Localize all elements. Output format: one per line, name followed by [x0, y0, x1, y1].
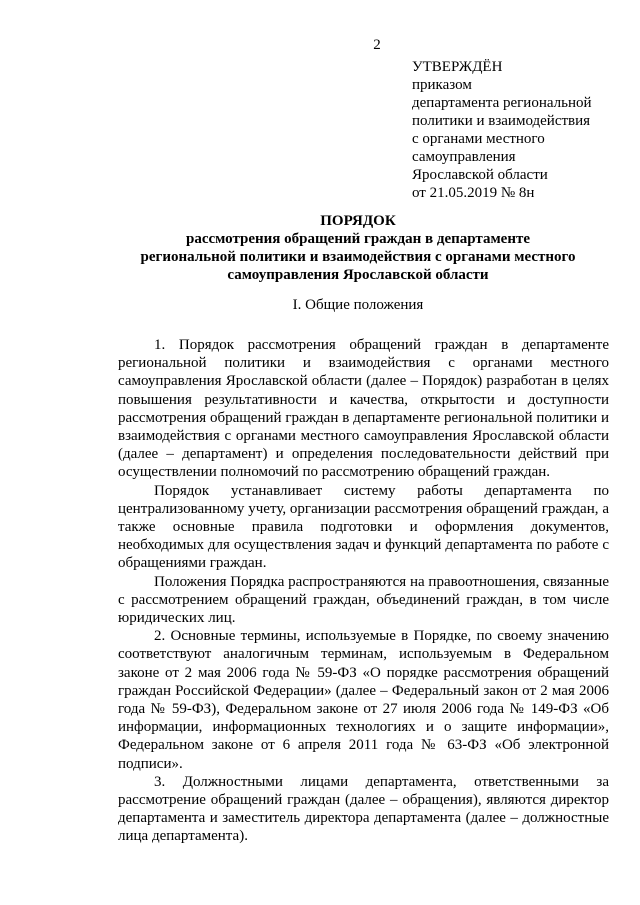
paragraph: 2. Основные термины, используемые в Порядке, по своему значению соответствуют аналогичным терминам, используемым в Федеральном законе от 2 мая 2006 года № 59-ФЗ «О порядке рассмотрения обращений граждан Российской Федерации» (далее – Федеральный закон от 2 мая 2006 года № 59-ФЗ), Федеральном законе от 27 июля 2006 года № 149-ФЗ «Об информации, информационных технологиях и о защите информации», Федеральном законе от 6 апреля 2011 года № 63-ФЗ «Об электронной подписи». [118, 628, 609, 772]
approval-line: с органами местного [412, 131, 545, 147]
page-number: 2 [373, 37, 381, 53]
section-heading: I. Общие положения [292, 297, 424, 313]
title-line: самоуправления Ярославской области [227, 267, 489, 283]
approval-line: приказом [412, 77, 472, 93]
approval-line: УТВЕРЖДЁН [412, 59, 503, 75]
approval-block [412, 58, 627, 202]
paragraph: 1. Порядок рассмотрения обращений граждан в департаменте региональной политики и взаимодействия с органами местного самоуправления Ярославской области (далее – Порядок) разработан в целях повышения результативности и качества, открытости и доступности рассмотрения обращений граждан в департаменте региональной политики и взаимодействия с органами местного самоуправления Ярославской области (далее – департамент) и определения последовательности действий при осуществлении полномочий по рассмотрению обращений граждан. [118, 337, 609, 481]
title-line: рассмотрения обращений граждан в департаменте [185, 231, 530, 247]
body-text [118, 336, 609, 846]
title-line: региональной политики и взаимодействия с органами местного [140, 249, 576, 265]
paragraph: Положения Порядка распространяются на правоотношения, связанные с рассмотрением обращений граждан, объединений граждан, в том числе юридических лиц. [118, 573, 609, 627]
approval-line: самоуправления [412, 149, 516, 165]
document-title [120, 212, 596, 284]
approval-line: департамента региональной [412, 95, 592, 111]
approval-line: от 21.05.2019 № 8н [412, 185, 535, 201]
paragraph: Порядок устанавливает систему работы департамента по централизованному учету, организации рассмотрения обращений граждан, а также основные правила подготовки и оформления документов, необходимых для осуществления задач и функций департамента по работе с обращениями граждан. [118, 482, 609, 572]
approval-line: политики и взаимодействия [412, 113, 591, 129]
paragraph: 3. Должностными лицами департамента, ответственными за рассмотрение обращений граждан (далее – обращения), являются директор департамента и заместитель директора департамента (далее – должностные лица департамента). [118, 773, 609, 845]
approval-line: Ярославской области [412, 167, 548, 183]
title-line: ПОРЯДОК [320, 213, 396, 229]
